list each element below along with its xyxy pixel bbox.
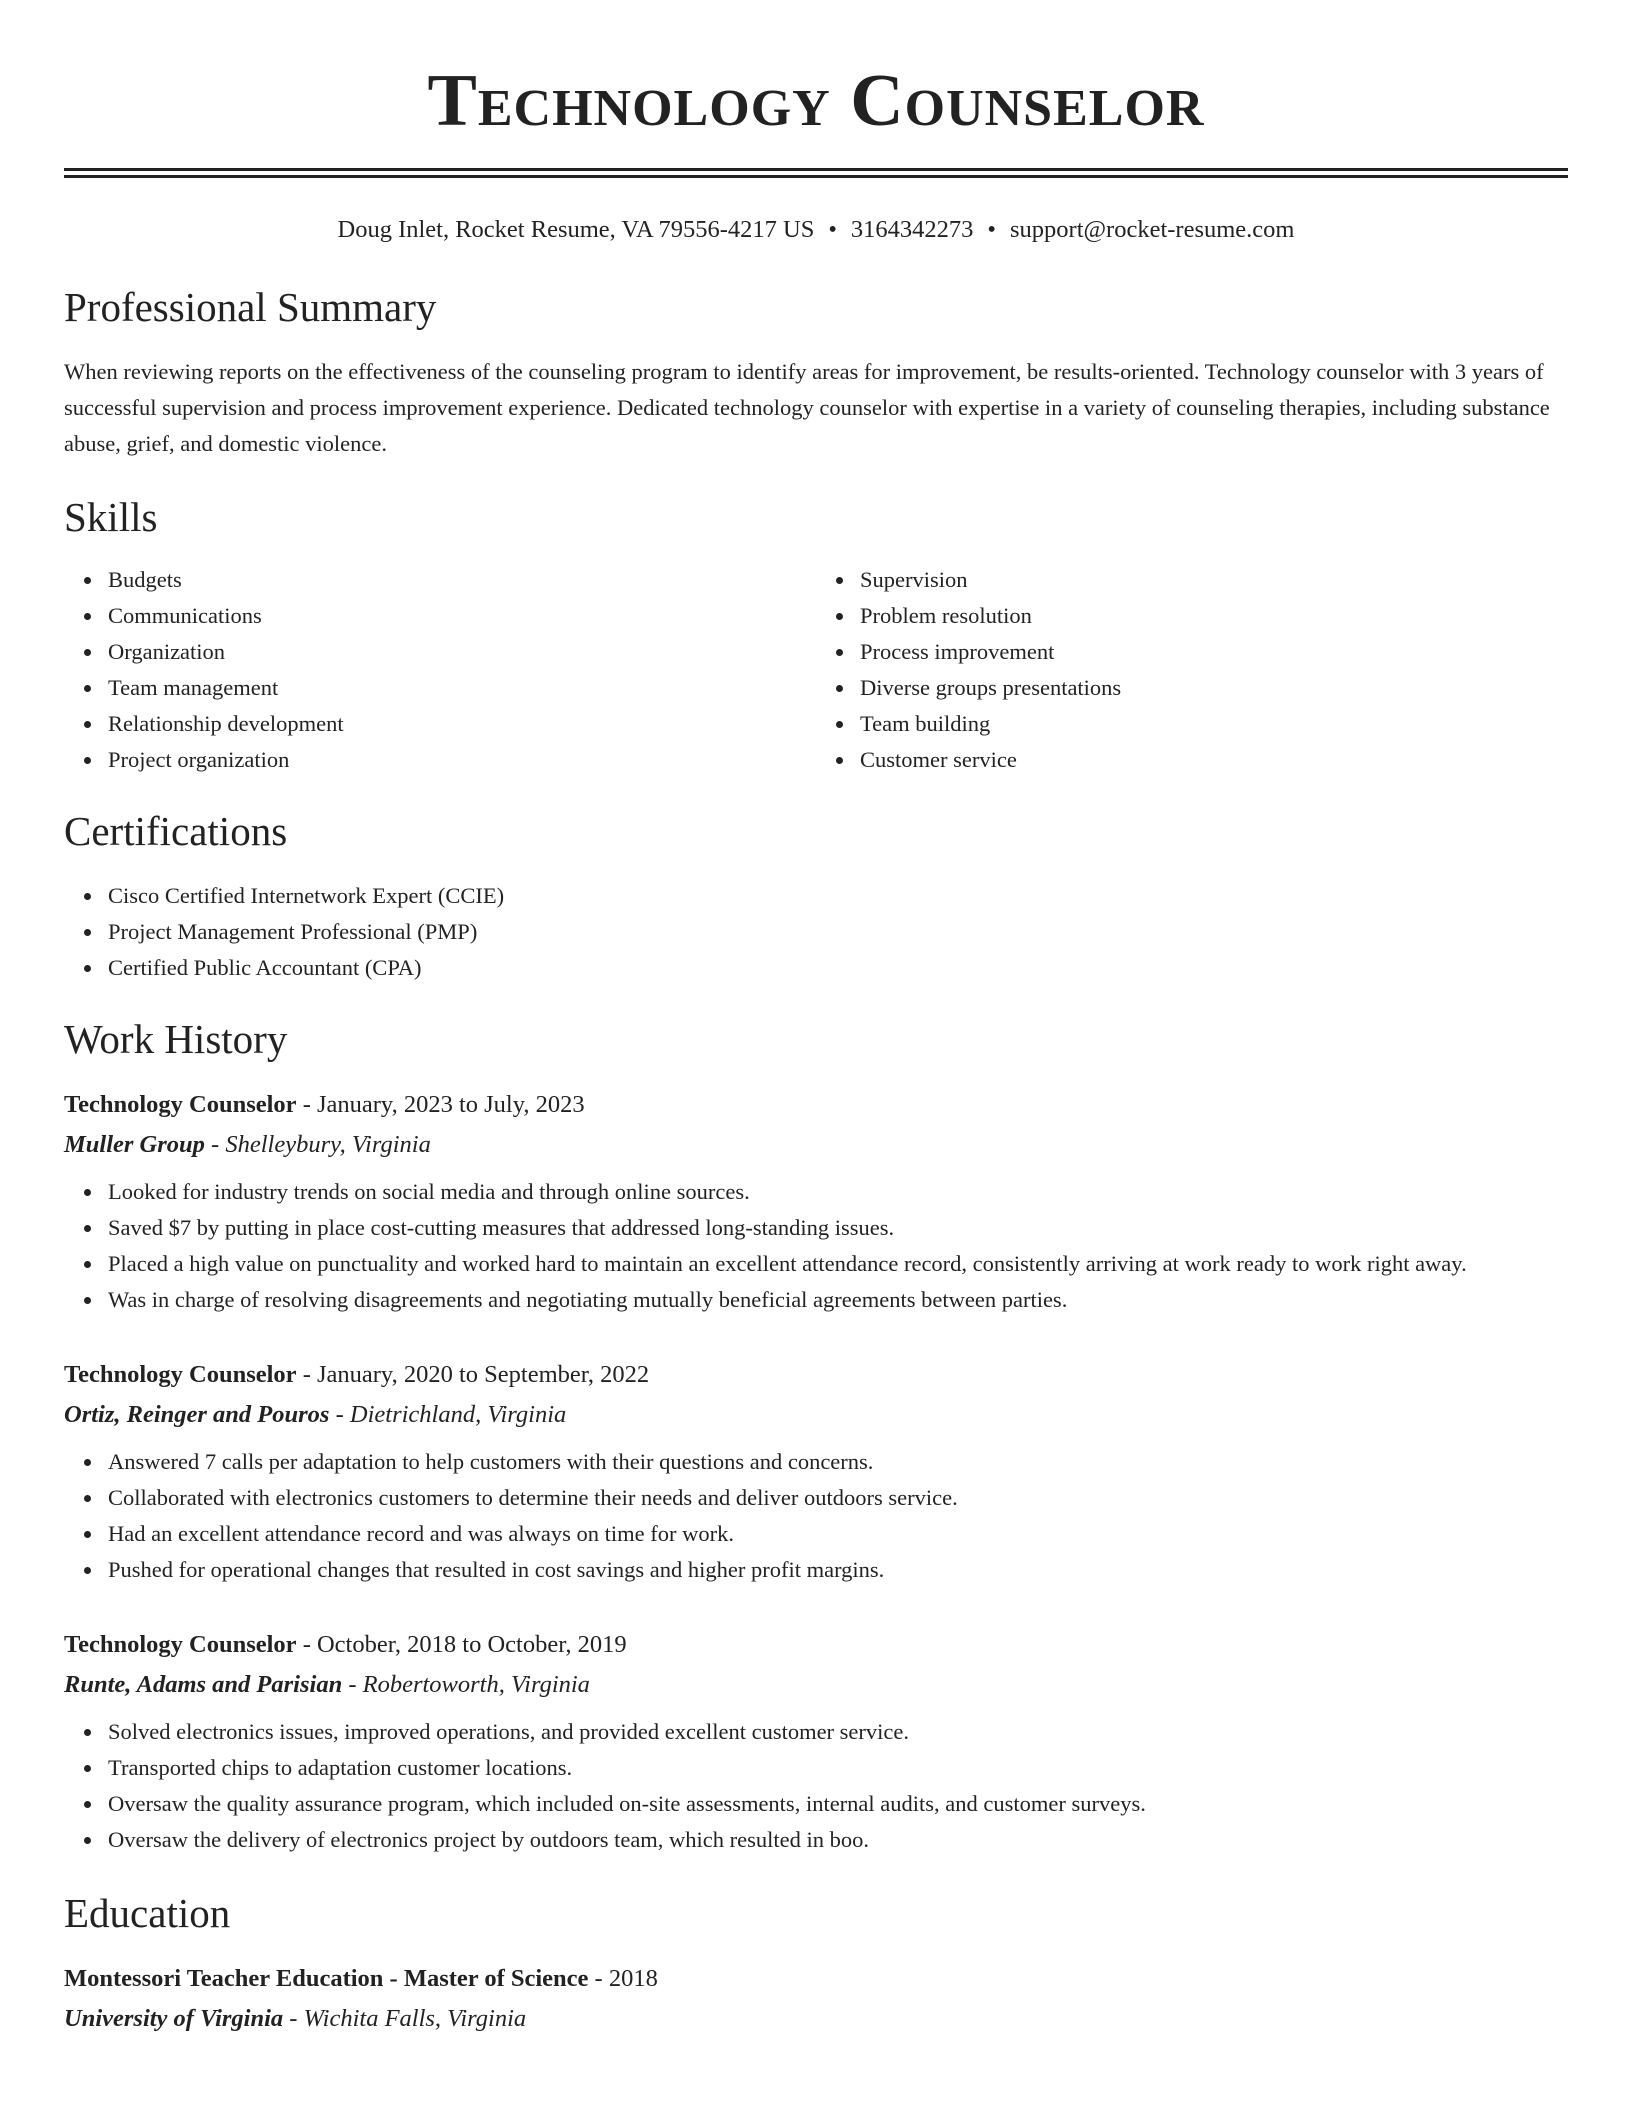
job-location: Shelleybury, Virginia [225, 1131, 431, 1158]
job-title-line [64, 1088, 1568, 1122]
job-bullet: Oversaw the delivery of electronics project by outdoors team, which resulted in boo. [108, 1822, 1568, 1858]
skills-heading: Skills [64, 494, 158, 540]
job-bullet: Transported chips to adaptation customer locations. [108, 1750, 1568, 1786]
certification-item: Certified Public Accountant (CPA) [108, 950, 1568, 986]
job-separator: - [296, 1091, 317, 1118]
skill-item: Team building [860, 706, 1568, 742]
skills-right-list [816, 562, 1568, 778]
job-entry [64, 1358, 1568, 1588]
skill-item: Customer service [860, 742, 1568, 778]
contact-phone: 3164342273 [850, 216, 974, 243]
job-location: Robertoworth, Virginia [362, 1671, 590, 1698]
job-separator: - [204, 1131, 226, 1158]
job-bullet: Collaborated with electronics customers to determine their needs and deliver outdoors service. [108, 1480, 1568, 1516]
education-school: University of Virginia [64, 2005, 284, 2032]
skill-item: Communications [108, 598, 816, 634]
job-entry [64, 1088, 1568, 1318]
job-bullet: Was in charge of resolving disagreements and negotiating mutually beneficial agreements between parties. [108, 1282, 1568, 1318]
job-bullet: Placed a high value on punctuality and worked hard to maintain an excellent attendance record, consistently arriving at work ready to work right away. [108, 1246, 1568, 1282]
education-degree-line [64, 1962, 1568, 1996]
job-dates: January, 2020 to September, 2022 [316, 1361, 650, 1388]
job-separator: - [296, 1361, 317, 1388]
job-title: Technology Counselor [64, 1361, 297, 1388]
job-bullet: Saved $7 by putting in place cost-cutting measures that addressed long-standing issues. [108, 1210, 1568, 1246]
certifications-section [64, 806, 1568, 986]
work-history-heading: Work History [64, 1016, 288, 1062]
job-title-line [64, 1628, 1568, 1662]
skill-item: Team management [108, 670, 816, 706]
skill-item: Project organization [108, 742, 816, 778]
job-title: Technology Counselor [64, 1631, 297, 1658]
certification-item: Project Management Professional (PMP) [108, 914, 1568, 950]
job-title: Technology Counselor [64, 1091, 297, 1118]
education-school-line [64, 2002, 1568, 2036]
summary-section [64, 282, 1568, 462]
contact-address: Doug Inlet, Rocket Resume, VA 79556-4217 US [337, 216, 815, 243]
skills-left-list [64, 562, 816, 778]
education-location: Wichita Falls, Virginia [303, 2005, 527, 2032]
job-separator: - [342, 1671, 363, 1698]
job-company: Muller Group [64, 1131, 205, 1158]
education-separator: - [283, 2005, 304, 2032]
job-bullet: Pushed for operational changes that resulted in cost savings and higher profit margins. [108, 1552, 1568, 1588]
contact-line [64, 214, 1568, 246]
job-company: Ortiz, Reinger and Pouros [64, 1401, 330, 1428]
job-company-line [64, 1128, 1568, 1162]
education-separator: - [588, 1965, 609, 1992]
job-separator: - [296, 1631, 317, 1658]
resume-name: Technology Counselor [427, 60, 1205, 142]
education-year: 2018 [608, 1965, 658, 1992]
job-bullet: Looked for industry trends on social media and through online sources. [108, 1174, 1568, 1210]
summary-heading: Professional Summary [64, 284, 437, 330]
contact-separator: • [987, 216, 996, 243]
job-bullets [64, 1174, 1568, 1318]
job-company: Runte, Adams and Parisian [64, 1671, 343, 1698]
skill-item: Problem resolution [860, 598, 1568, 634]
skill-item: Relationship development [108, 706, 816, 742]
contact-email: support@rocket-resume.com [1010, 216, 1295, 243]
skills-section [64, 492, 1568, 778]
contact-separator: • [828, 216, 837, 243]
education-heading: Education [64, 1890, 231, 1936]
skill-item: Budgets [108, 562, 816, 598]
header-double-rule [64, 168, 1568, 178]
skill-item: Process improvement [860, 634, 1568, 670]
job-company-line [64, 1668, 1568, 1702]
skills-columns [64, 562, 1568, 778]
job-entry [64, 1628, 1568, 1858]
certifications-heading: Certifications [64, 808, 288, 854]
job-dates: October, 2018 to October, 2019 [316, 1631, 627, 1658]
job-bullet: Had an excellent attendance record and was always on time for work. [108, 1516, 1568, 1552]
job-bullet: Oversaw the quality assurance program, which included on-site assessments, internal audits, and customer surveys. [108, 1786, 1568, 1822]
certification-item: Cisco Certified Internetwork Expert (CCIE) [108, 878, 1568, 914]
job-bullets [64, 1444, 1568, 1588]
job-separator: - [329, 1401, 350, 1428]
job-title-line [64, 1358, 1568, 1392]
work-history-section [64, 1014, 1568, 1858]
skill-item: Organization [108, 634, 816, 670]
summary-text: When reviewing reports on the effectiveness of the counseling program to identify areas for improvement, be results-oriented. Technology counselor with 3 years of successful supervision and process improvement experience. Dedicated technology counselor with expertise in a variety of counseling therapies, including substance abuse, grief, and domestic violence. [64, 359, 1550, 456]
job-bullet: Answered 7 calls per adaptation to help customers with their questions and concerns. [108, 1444, 1568, 1480]
job-company-line [64, 1398, 1568, 1432]
education-section [64, 1888, 1568, 2036]
skill-item: Diverse groups presentations [860, 670, 1568, 706]
skill-item: Supervision [860, 562, 1568, 598]
job-dates: January, 2023 to July, 2023 [316, 1091, 585, 1118]
education-entry [64, 1962, 1568, 2036]
certifications-list [64, 878, 1568, 986]
job-location: Dietrichland, Virginia [349, 1401, 567, 1428]
job-bullet: Solved electronics issues, improved operations, and provided excellent customer service. [108, 1714, 1568, 1750]
education-degree: Montessori Teacher Education - Master of Science [64, 1965, 589, 1992]
job-bullets [64, 1714, 1568, 1858]
